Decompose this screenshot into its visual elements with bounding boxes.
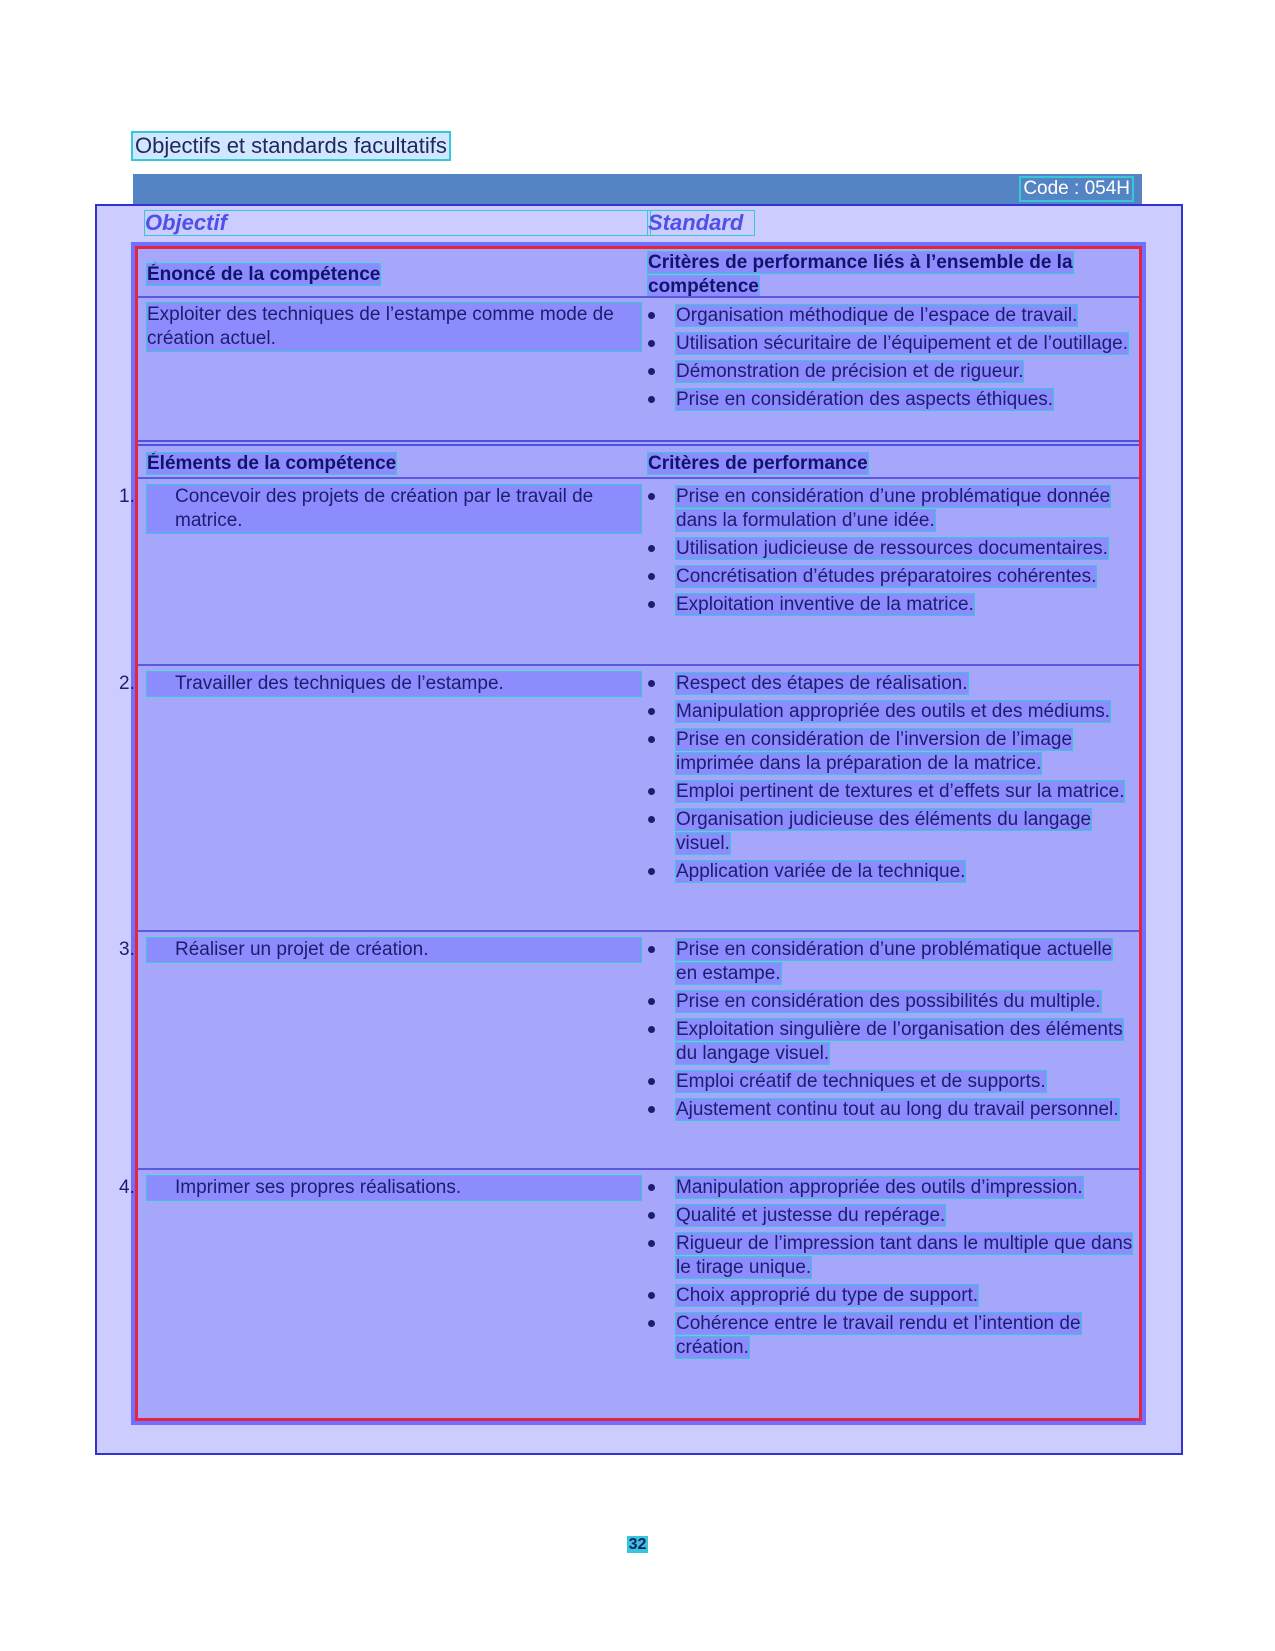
element-number: 2. [119,673,135,694]
element-row [119,664,1139,930]
enonce-header: Énoncé de la compétence [147,264,381,285]
code-bar [133,174,1142,204]
criterion-text: Ajustement continu tout au long du travail personnel. [676,1099,1119,1120]
criterion-text: Utilisation judicieuse de ressources documentaires. [676,538,1108,559]
criterion-text: Prise en considération d’une problématique donnée dans la formulation d’une idée. [676,486,1111,531]
competence-table [119,246,1142,1421]
criterion-text: Prise en considération des possibilités du multiple. [676,991,1101,1012]
bullet-icon [648,1212,655,1219]
criterion-item [648,860,1133,884]
bullet-icon [648,573,655,580]
element-label: Concevoir des projets de création par le travail de matrice. [175,486,594,531]
elements-header: Éléments de la compétence [147,453,397,474]
bullet-icon [648,1078,655,1085]
element-criteria-list [648,672,1133,884]
criterion-item [648,332,1133,356]
bullet-icon [648,340,655,347]
criterion-item [648,1176,1133,1200]
enonce-criteria-list [648,304,1133,412]
bullet-icon [648,368,655,375]
element-number: 1. [119,486,135,507]
criterion-text: Application variée de la technique. [676,861,966,882]
criterion-item [648,593,1133,617]
bullet-icon [648,680,655,687]
bullet-icon [648,946,655,953]
criterion-item [648,485,1133,533]
element-label: Imprimer ses propres réalisations. [175,1177,462,1198]
element-text [119,672,641,696]
bullet-icon [648,1320,655,1327]
element-text [119,938,641,962]
bullet-icon [648,868,655,875]
criterion-text: Concrétisation d’études préparatoires cohérentes. [676,566,1097,587]
bullet-icon [648,1184,655,1191]
criterion-text: Cohérence entre le travail rendu et l’intention de création. [676,1313,1081,1358]
criterion-text: Exploitation singulière de l’organisation des éléments du langage visuel. [676,1019,1123,1064]
criterion-item [648,360,1133,384]
criterion-item [648,1018,1133,1066]
element-criteria-list [648,938,1133,1122]
element-criteria-list [648,1176,1133,1360]
criterion-item [648,1232,1133,1280]
bullet-icon [648,788,655,795]
criterion-text: Démonstration de précision et de rigueur. [676,361,1024,382]
bullet-icon [648,601,655,608]
criterion-item [648,388,1133,412]
element-row [119,930,1139,1168]
criterion-text: Prise en considération de l’inversion de l’image imprimée dans la préparation de la matrice. [676,729,1073,774]
criterion-text: Utilisation sécuritaire de l’équipement et de l’outillage. [676,333,1129,354]
bullet-icon [648,493,655,500]
bullet-icon [648,545,655,552]
bullet-icon [648,396,655,403]
criterion-item [648,938,1133,986]
criterion-text: Prise en considération des aspects éthiques. [676,389,1054,410]
bullet-icon [648,998,655,1005]
elements-criteria-header: Critères de performance [648,453,868,474]
criterion-text: Rigueur de l’impression tant dans le multiple que dans le tirage unique. [676,1233,1133,1278]
element-number: 4. [119,1177,135,1198]
criterion-item [648,1070,1133,1094]
bullet-icon [648,736,655,743]
criterion-text: Manipulation appropriée des outils et des médiums. [676,701,1111,722]
criterion-item [648,808,1133,856]
criterion-item [648,1312,1133,1360]
bullet-icon [648,1026,655,1033]
criterion-text: Organisation méthodique de l’espace de travail. [676,305,1078,326]
elements-header-row [138,440,1139,477]
criterion-item [648,304,1133,328]
criterion-item [648,780,1133,804]
criterion-text: Qualité et justesse du repérage. [676,1205,946,1226]
bullet-icon [648,312,655,319]
enonce-header-row [138,249,1139,296]
element-label: Réaliser un projet de création. [175,939,429,960]
criterion-item [648,1284,1133,1308]
objectif-heading: Objectif [145,211,650,235]
enonce-criteria-header: Critères de performance liés à l’ensemble de la compétence [648,252,1073,297]
element-criteria-list [648,485,1133,617]
criterion-item [648,990,1133,1014]
criterion-text: Emploi créatif de techniques et de supports. [676,1071,1046,1092]
criterion-text: Prise en considération d’une problématique actuelle en estampe. [676,939,1113,984]
element-text [119,1176,641,1200]
criterion-item [648,1098,1133,1122]
criterion-text: Organisation judicieuse des éléments du langage visuel. [676,809,1092,854]
criterion-item [648,672,1133,696]
bullet-icon [648,708,655,715]
criterion-text: Choix approprié du type de support. [676,1285,979,1306]
criterion-text: Exploitation inventive de la matrice. [676,594,974,615]
standard-heading: Standard [648,211,754,235]
enonce-text: Exploiter des techniques de l’estampe comme mode de création actuel. [147,303,641,351]
bullet-icon [648,1292,655,1299]
enonce-row [138,296,1139,440]
element-row [119,477,1139,664]
element-row [119,1168,1139,1418]
element-label: Travailler des techniques de l’estampe. [175,673,504,694]
criterion-item [648,700,1133,724]
bullet-icon [648,816,655,823]
bullet-icon [648,1106,655,1113]
element-text [119,485,641,533]
criterion-text: Respect des étapes de réalisation. [676,673,968,694]
criterion-item [648,728,1133,776]
criterion-text: Emploi pertinent de textures et d’effets sur la matrice. [676,781,1125,802]
bullet-icon [648,1240,655,1247]
criterion-text: Manipulation appropriée des outils d’impression. [676,1177,1083,1198]
criterion-item [648,1204,1133,1228]
criterion-item [648,565,1133,589]
page-title: Objectifs et standards facultatifs [135,133,447,158]
page-number: 32 [628,1536,647,1553]
course-code: Code : 054H [1023,178,1130,199]
criterion-item [648,537,1133,561]
element-number: 3. [119,939,135,960]
